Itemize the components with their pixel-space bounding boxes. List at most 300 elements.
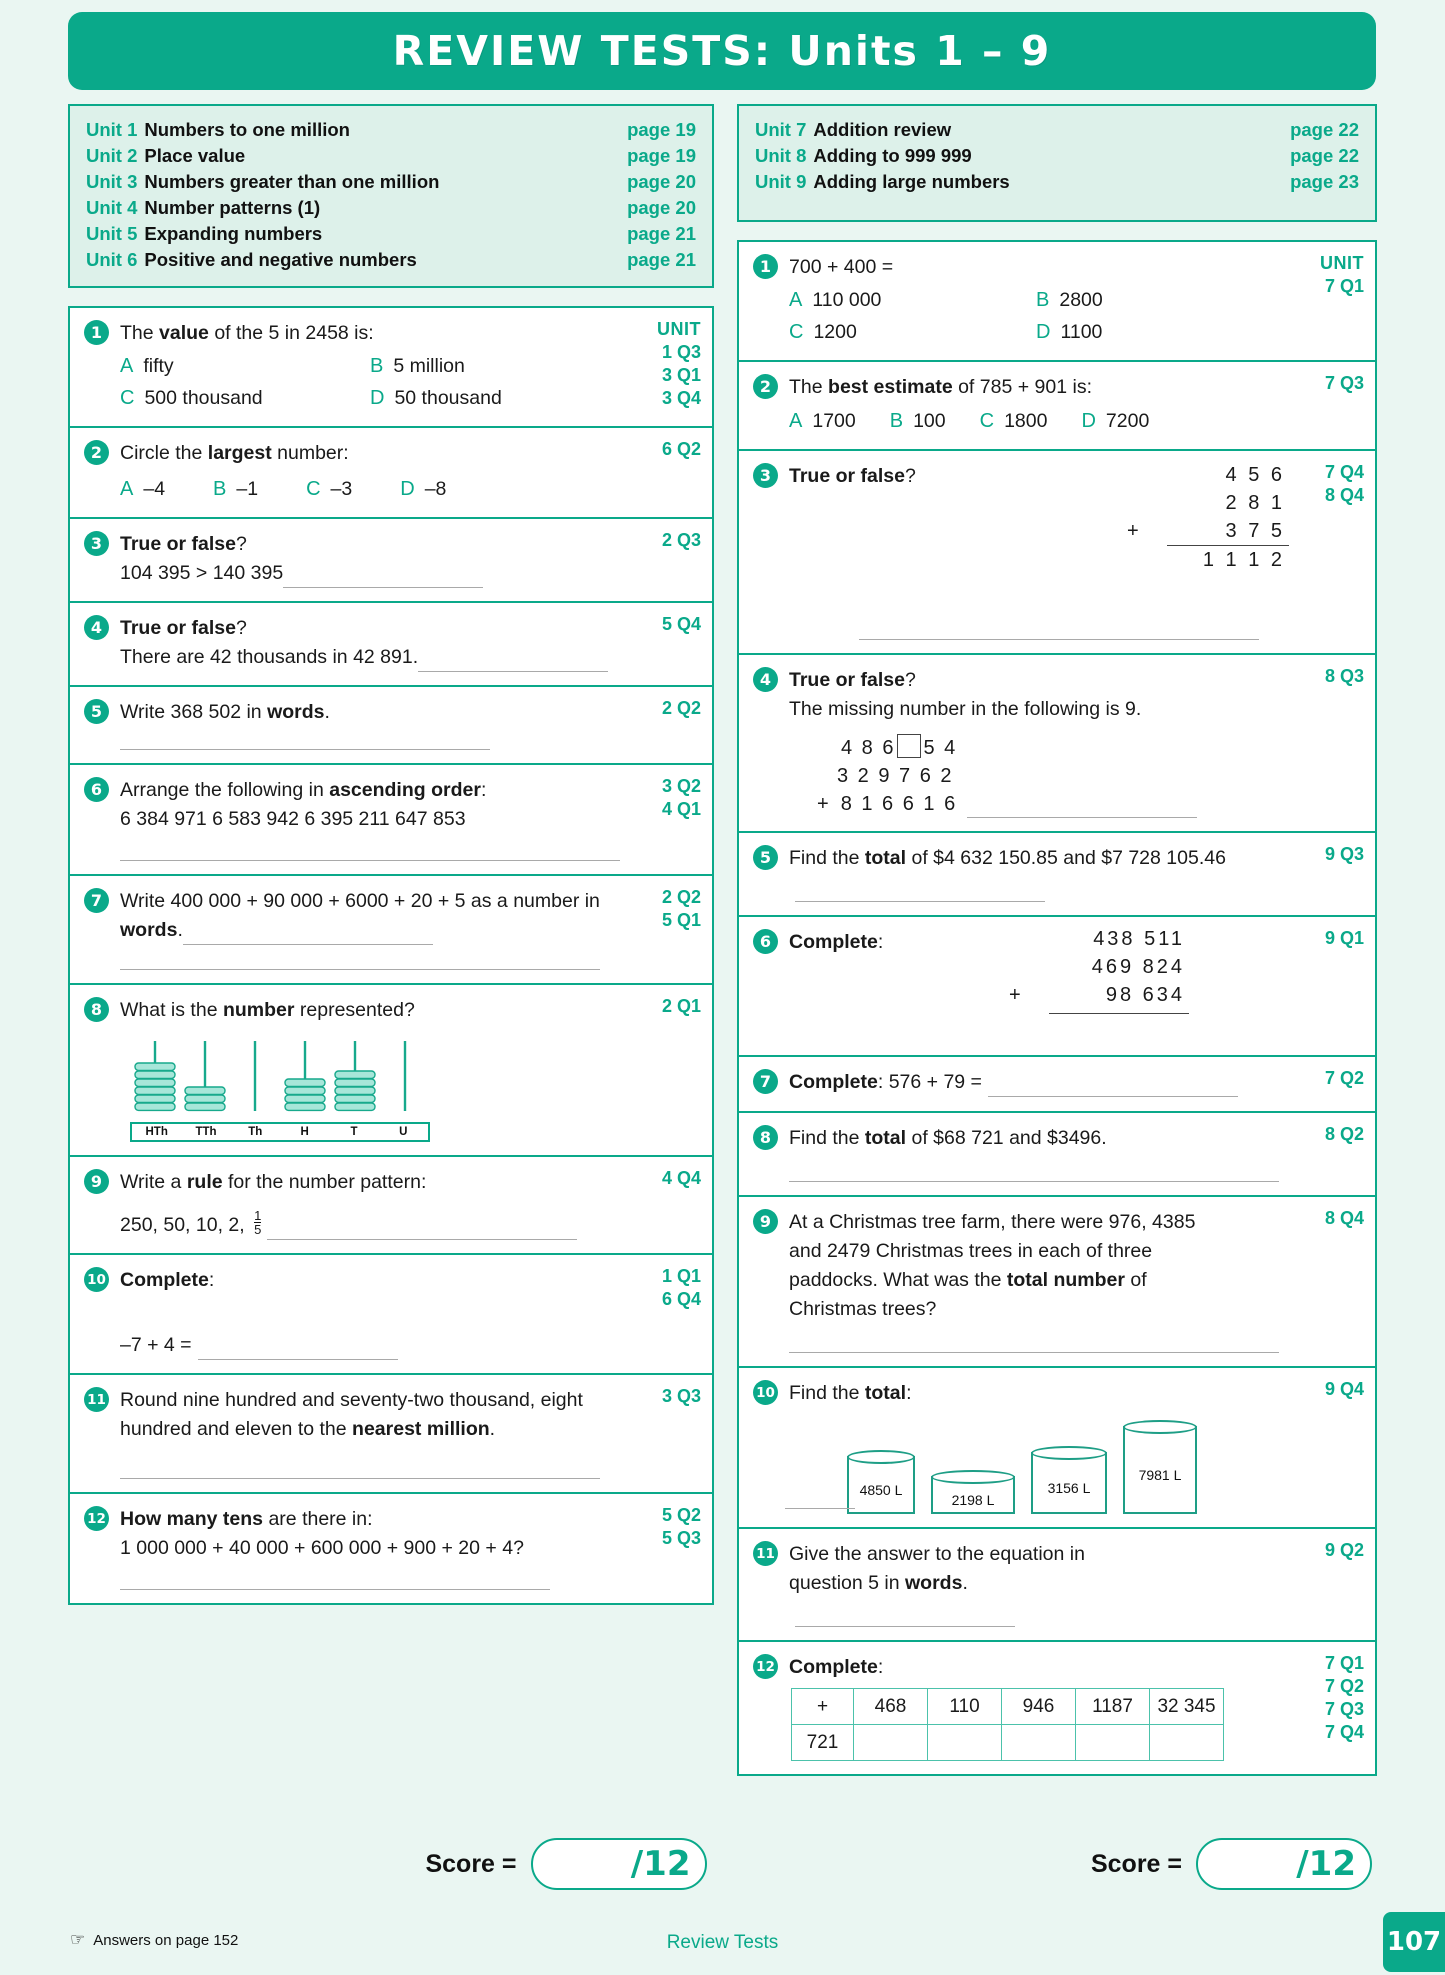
unit-tags	[662, 613, 701, 636]
question-number: 5	[753, 845, 778, 870]
question-statement: –7 + 4 =	[120, 1331, 620, 1360]
question-item	[70, 308, 712, 428]
answer-blank[interactable]	[418, 655, 608, 672]
option-value: fifty	[143, 355, 174, 377]
pointing-hand-icon: ☞	[70, 1930, 86, 1949]
unit-tag: 3 Q4	[661, 388, 701, 408]
index-name: Numbers greater than one million	[144, 171, 440, 192]
option-letter: B	[889, 410, 904, 432]
index-unit: Unit 8	[755, 145, 807, 166]
question-text: Round nine hundred and seventy-two thousand, eight hundred and eleven to the nearest million.	[120, 1389, 583, 1440]
question-body	[789, 1124, 1283, 1182]
index-name: Number patterns (1)	[144, 197, 321, 218]
cylinder-label: 2198 L	[951, 1492, 995, 1508]
missing-number-box[interactable]	[897, 734, 921, 758]
unit-tags	[662, 1504, 701, 1550]
question-number: 4	[753, 667, 778, 692]
left-unit-index	[68, 104, 714, 288]
option[interactable]	[789, 406, 856, 436]
abacus-col-label: T	[350, 1126, 358, 1138]
abacus-col-label: TTh	[195, 1126, 217, 1138]
question-number: 3	[753, 463, 778, 488]
option-value: 1700	[812, 410, 856, 432]
score-label: Score =	[1090, 1849, 1182, 1878]
question-number: 12	[753, 1654, 778, 1679]
question-number: 10	[84, 1267, 109, 1292]
index-unit: Unit 2	[86, 145, 138, 166]
index-page: page 19	[627, 119, 696, 140]
unit-tag: 2 Q2	[661, 887, 701, 907]
unit-tag: 3 Q1	[661, 365, 701, 385]
left-questions	[68, 306, 714, 1605]
table-answer-cell[interactable]	[1076, 1725, 1150, 1761]
question-body	[120, 319, 620, 413]
sum-addend: 3 7 5	[1225, 520, 1285, 542]
cylinder	[1031, 1438, 1107, 1514]
option-letter: C	[120, 387, 135, 409]
option-value: –8	[424, 478, 447, 500]
answers-note-text: Answers on page 152	[93, 1931, 239, 1949]
unit-tags	[1325, 927, 1364, 950]
sum-addend: 98 634	[1105, 984, 1185, 1006]
unit-tag-word: UNIT	[657, 319, 701, 339]
question-item	[739, 655, 1375, 833]
answer-blank[interactable]	[859, 639, 1259, 640]
cylinder-label: 3156 L	[1047, 1480, 1091, 1496]
unit-tag: 5 Q4	[661, 614, 701, 634]
option[interactable]	[120, 383, 370, 413]
option-letter: A	[789, 410, 803, 432]
question-body	[120, 996, 620, 1142]
unit-tags	[1320, 252, 1364, 298]
option[interactable]	[370, 351, 620, 381]
unit-tag: 4 Q1	[661, 799, 701, 819]
option[interactable]	[400, 474, 446, 504]
missing-sum-line3: + 8 1 6 6 1 6	[817, 790, 1283, 818]
unit-tag: 8 Q2	[1324, 1124, 1364, 1144]
table-header-cell: 1187	[1076, 1689, 1150, 1725]
question-text: Complete: 576 + 79 =	[789, 1068, 1283, 1097]
score-label: Score =	[425, 1849, 517, 1878]
unit-tag: 8 Q4	[1324, 1208, 1364, 1228]
question-body	[789, 462, 1283, 640]
question-body	[120, 614, 620, 672]
question-number: 1	[753, 254, 778, 279]
table-header-cell: 946	[1002, 1689, 1076, 1725]
option-grid	[789, 285, 1283, 347]
table-answer-cell[interactable]	[1002, 1725, 1076, 1761]
index-row	[86, 195, 696, 221]
abacus-col-label: Th	[248, 1126, 263, 1138]
question-body	[789, 1653, 1283, 1761]
page-footer	[0, 1916, 1445, 1966]
vertical-sum	[1109, 461, 1289, 574]
fraction-denominator: 5	[254, 1222, 262, 1237]
question-number: 5	[84, 699, 109, 724]
unit-tags	[1325, 843, 1364, 866]
index-name: Addition review	[813, 119, 952, 140]
question-body	[120, 1386, 620, 1479]
unit-tags	[662, 438, 701, 461]
answer-blank[interactable]	[785, 1492, 855, 1509]
question-number: 11	[753, 1541, 778, 1566]
cylinder	[1123, 1412, 1197, 1514]
unit-tags	[662, 697, 701, 720]
question-item	[739, 242, 1375, 362]
option[interactable]	[789, 317, 1036, 347]
unit-tags	[1325, 1207, 1364, 1230]
question-statement: There are 42 thousands in 42 891.	[120, 643, 620, 672]
question-number: 3	[84, 531, 109, 556]
table-answer-cell[interactable]	[928, 1725, 1002, 1761]
option[interactable]	[370, 383, 620, 413]
right-unit-index	[737, 104, 1377, 222]
option[interactable]	[120, 474, 165, 504]
table-answer-cell[interactable]	[854, 1725, 928, 1761]
cylinder	[847, 1442, 915, 1514]
question-item	[70, 519, 712, 603]
unit-tag: 9 Q4	[1324, 1379, 1364, 1399]
question-number: 12	[84, 1506, 109, 1531]
answer-blank[interactable]	[789, 1181, 1279, 1182]
question-item	[739, 1368, 1375, 1529]
unit-tag: 3 Q3	[661, 1386, 701, 1406]
answer-blank[interactable]	[988, 1080, 1238, 1097]
unit-tags	[1325, 372, 1364, 395]
answer-blank[interactable]	[120, 1589, 550, 1590]
option-grid	[120, 351, 620, 413]
index-name: Numbers to one million	[144, 119, 350, 140]
cylinder-body	[1123, 1426, 1197, 1514]
question-number: 2	[753, 374, 778, 399]
cylinder-top	[1031, 1446, 1107, 1460]
option-letter: B	[213, 478, 227, 500]
sum-addend: 4 5 6	[1225, 464, 1285, 486]
answer-blank[interactable]	[795, 1610, 1015, 1627]
question-item	[70, 603, 712, 687]
index-name: Adding to 999 999	[813, 145, 972, 166]
question-text: Complete:	[120, 1269, 215, 1291]
cylinder-diagram	[847, 1412, 1283, 1514]
question-text: At a Christmas tree farm, there were 976, 4385 and 2479 Christmas trees in each of three paddocks. What was the total number of Christmas trees?	[789, 1211, 1196, 1320]
answer-blank[interactable]	[789, 1352, 1279, 1353]
question-item	[739, 917, 1375, 1057]
question-number: 1	[84, 320, 109, 345]
question-text: Write a rule for the number pattern:	[120, 1171, 427, 1193]
sum-rows	[1109, 461, 1289, 574]
option[interactable]	[306, 474, 352, 504]
option-letter: B	[370, 355, 384, 377]
option-value: 1100	[1060, 321, 1103, 343]
question-body	[120, 1168, 620, 1240]
answer-blank[interactable]	[267, 1223, 577, 1240]
missing-sum-line1: 4 8 6 5 4	[817, 734, 1283, 762]
option-row	[789, 406, 1283, 436]
columns-container	[0, 104, 1445, 1776]
abacus-diagram	[130, 1035, 430, 1142]
unit-tag: 3 Q2	[661, 776, 701, 796]
answer-blank[interactable]	[967, 801, 1197, 818]
question-text: Write 400 000 + 90 000 + 6000 + 20 + 5 as a number in words.	[120, 887, 620, 945]
question-body	[789, 1068, 1283, 1097]
question-item	[70, 1375, 712, 1494]
score-row	[68, 1838, 1376, 1890]
index-row	[86, 221, 696, 247]
question-body	[789, 253, 1283, 347]
question-item	[70, 428, 712, 519]
option-letter: D	[400, 478, 415, 500]
question-item	[739, 1529, 1375, 1642]
question-body	[789, 1540, 1109, 1627]
question-item	[739, 1642, 1375, 1774]
abacus-col-label: HTh	[145, 1126, 168, 1138]
question-text: 700 + 400 =	[789, 256, 894, 278]
question-item	[70, 985, 712, 1157]
option-value: 5 million	[393, 355, 465, 377]
unit-tag-word: UNIT	[1320, 253, 1364, 273]
unit-tag: 9 Q2	[1324, 1540, 1364, 1560]
unit-tag: 5 Q3	[661, 1528, 701, 1548]
unit-tag: 5 Q2	[661, 1505, 701, 1525]
question-number: 8	[753, 1125, 778, 1150]
option[interactable]	[789, 285, 1036, 315]
question-body	[789, 373, 1283, 436]
missing-number-sum	[817, 734, 1283, 818]
index-page: page 22	[1290, 119, 1359, 140]
question-text: Complete:	[789, 931, 884, 953]
score-max: /12	[1296, 1844, 1356, 1884]
score-max: /12	[630, 1844, 691, 1884]
question-text: Find the total of $68 721 and $3496.	[789, 1127, 1107, 1149]
missing-sum-line2: 3 2 9 7 6 2	[837, 765, 954, 787]
question-text: Find the total of $4 632 150.85 and $7 728 105.46	[789, 844, 1283, 902]
index-row	[755, 117, 1359, 143]
unit-tags	[662, 775, 701, 821]
unit-tags	[662, 529, 701, 552]
unit-tag: 4 Q4	[661, 1168, 701, 1188]
unit-tag: 7 Q2	[1324, 1676, 1364, 1696]
question-item	[70, 687, 712, 765]
unit-tag: 7 Q1	[1324, 1653, 1364, 1673]
table-header-cell: 110	[928, 1689, 1002, 1725]
table-header-cell: 32 345	[1150, 1689, 1224, 1725]
index-page: page 20	[627, 171, 696, 192]
question-text: The best estimate of 785 + 901 is:	[789, 376, 1092, 398]
unit-tag: 7 Q3	[1324, 1699, 1364, 1719]
question-number: 4	[84, 615, 109, 640]
unit-tag: 2 Q2	[661, 698, 701, 718]
index-unit: Unit 6	[86, 249, 138, 270]
unit-tag: 7 Q4	[1324, 1722, 1364, 1742]
unit-tag: 6 Q4	[661, 1289, 701, 1309]
index-row	[86, 143, 696, 169]
question-number: 9	[753, 1209, 778, 1234]
index-name: Place value	[144, 145, 246, 166]
table-row-header: 721	[792, 1725, 854, 1761]
option-letter: A	[120, 355, 134, 377]
question-number: 2	[84, 440, 109, 465]
sum-result: 1 1 1 2	[1202, 549, 1285, 571]
question-body	[120, 698, 620, 750]
question-item	[739, 1113, 1375, 1197]
fraction	[254, 1209, 261, 1236]
option-value: 500 thousand	[144, 387, 263, 409]
question-item	[739, 451, 1375, 655]
footer-section-name: Review Tests	[666, 1932, 779, 1953]
option-letter: A	[789, 289, 803, 311]
index-unit: Unit 9	[755, 171, 807, 192]
answer-blank[interactable]	[183, 928, 433, 945]
unit-tags	[1325, 1652, 1364, 1744]
option-row	[120, 474, 620, 504]
question-body	[120, 776, 620, 861]
unit-tags	[1325, 1539, 1364, 1562]
sum-operator: +	[1009, 984, 1021, 1006]
unit-tags	[662, 1265, 701, 1311]
sum-addend: 469 824	[1091, 956, 1185, 978]
index-unit: Unit 3	[86, 171, 138, 192]
unit-tags	[662, 886, 701, 932]
sum-result[interactable]	[989, 1014, 1189, 1040]
option-value: 100	[913, 410, 946, 432]
unit-tags	[1325, 1067, 1364, 1090]
question-body	[120, 1266, 620, 1360]
pattern-values: 250, 50, 10, 2,	[120, 1214, 245, 1236]
question-item	[70, 1255, 712, 1375]
question-text: Give the answer to the equation in question 5 in words.	[789, 1540, 1109, 1627]
answer-blank[interactable]	[120, 1478, 600, 1479]
question-item	[739, 1057, 1375, 1113]
index-page: page 21	[627, 249, 696, 270]
question-number: 7	[84, 888, 109, 913]
index-name: Positive and negative numbers	[144, 249, 417, 270]
option-letter: C	[979, 410, 995, 432]
answer-blank[interactable]	[198, 1343, 398, 1360]
abacus-svg	[130, 1035, 430, 1113]
question-number: 8	[84, 997, 109, 1022]
option-value: 1800	[1004, 410, 1048, 432]
left-score	[68, 1838, 711, 1890]
sum-rows	[989, 925, 1189, 1040]
cylinder-top	[931, 1470, 1015, 1484]
cylinder-body	[1031, 1452, 1107, 1514]
question-body	[120, 439, 620, 504]
index-page: page 23	[1290, 171, 1359, 192]
question-statement: 6 384 971 6 583 942 6 395 211 647 853	[120, 808, 466, 830]
option-letter: C	[306, 478, 321, 500]
question-body	[789, 844, 1283, 902]
question-number: 9	[84, 1169, 109, 1194]
option[interactable]	[1036, 285, 1283, 315]
table-row	[792, 1725, 1224, 1761]
unit-tag: 7 Q2	[1324, 1068, 1364, 1088]
right-questions	[737, 240, 1377, 1776]
option[interactable]	[120, 351, 370, 381]
option[interactable]	[1081, 406, 1149, 436]
index-row	[755, 143, 1359, 169]
page-title: REVIEW TESTS: Units 1 – 9	[392, 27, 1052, 75]
unit-tag: 6 Q2	[661, 439, 701, 459]
index-page: page 21	[627, 223, 696, 244]
option-letter: B	[1036, 289, 1050, 311]
option-letter: A	[120, 478, 134, 500]
question-body	[120, 887, 620, 970]
question-body	[120, 530, 620, 588]
abacus-base	[130, 1122, 430, 1142]
sum-operator: +	[1127, 520, 1139, 542]
index-row	[86, 169, 696, 195]
unit-tag: 8 Q3	[1324, 666, 1364, 686]
option-value: 2800	[1059, 289, 1103, 311]
unit-tag: 7 Q1	[1324, 276, 1364, 296]
sum-addend: 2 8 1	[1225, 492, 1285, 514]
question-statement: 1 000 000 + 40 000 + 600 000 + 900 + 20 + 4?	[120, 1537, 524, 1559]
option-value: –4	[143, 478, 166, 500]
question-text: How many tens are there in:	[120, 1508, 373, 1530]
question-item	[70, 1494, 712, 1603]
question-body	[789, 666, 1283, 818]
unit-tags	[1325, 1378, 1364, 1401]
unit-tags	[1325, 665, 1364, 688]
completion-table	[791, 1688, 1224, 1761]
vertical-sum	[989, 925, 1189, 1040]
pattern-line	[120, 1209, 620, 1240]
option[interactable]	[980, 406, 1048, 436]
unit-tag: 2 Q3	[661, 530, 701, 550]
question-text: Write 368 502 in words.	[120, 701, 330, 723]
index-row	[86, 117, 696, 143]
option-value: 7200	[1105, 410, 1150, 432]
question-number: 11	[84, 1387, 109, 1412]
index-unit: Unit 1	[86, 119, 138, 140]
answer-blank[interactable]	[120, 749, 490, 750]
question-text: Find the total:	[789, 1382, 912, 1404]
question-number: 6	[753, 929, 778, 954]
score-input-box[interactable]	[1196, 1838, 1372, 1890]
unit-tag: 2 Q1	[661, 996, 701, 1016]
question-text: True or false?	[120, 617, 247, 639]
unit-tags	[1325, 1123, 1364, 1146]
answer-blank[interactable]	[283, 571, 483, 588]
option[interactable]	[1036, 317, 1283, 347]
option[interactable]	[213, 474, 258, 504]
page-number-tab: 107	[1383, 1912, 1445, 1972]
cylinder-label: 4850 L	[859, 1482, 903, 1498]
option-value: 1200	[813, 321, 857, 343]
right-score	[734, 1838, 1377, 1890]
question-body	[120, 1505, 620, 1590]
option[interactable]	[890, 406, 946, 436]
question-statement: The missing number in the following is 9.	[789, 698, 1142, 720]
index-unit: Unit 7	[755, 119, 807, 140]
question-number: 6	[84, 777, 109, 802]
option-letter: C	[789, 321, 804, 343]
score-input-box[interactable]	[531, 1838, 707, 1890]
index-name: Expanding numbers	[144, 223, 323, 244]
right-column	[737, 104, 1377, 1776]
answer-blank[interactable]	[120, 969, 600, 970]
index-row	[86, 247, 696, 273]
unit-tag: 9 Q1	[1324, 928, 1364, 948]
table-answer-cell[interactable]	[1150, 1725, 1224, 1761]
question-item	[739, 1197, 1375, 1368]
answer-blank[interactable]	[120, 860, 620, 861]
unit-tag: 1 Q1	[661, 1266, 701, 1286]
answer-blank[interactable]	[795, 885, 1045, 902]
unit-tag: 9 Q3	[1324, 844, 1364, 864]
question-text: Complete:	[789, 1656, 884, 1678]
question-item	[70, 1157, 712, 1255]
